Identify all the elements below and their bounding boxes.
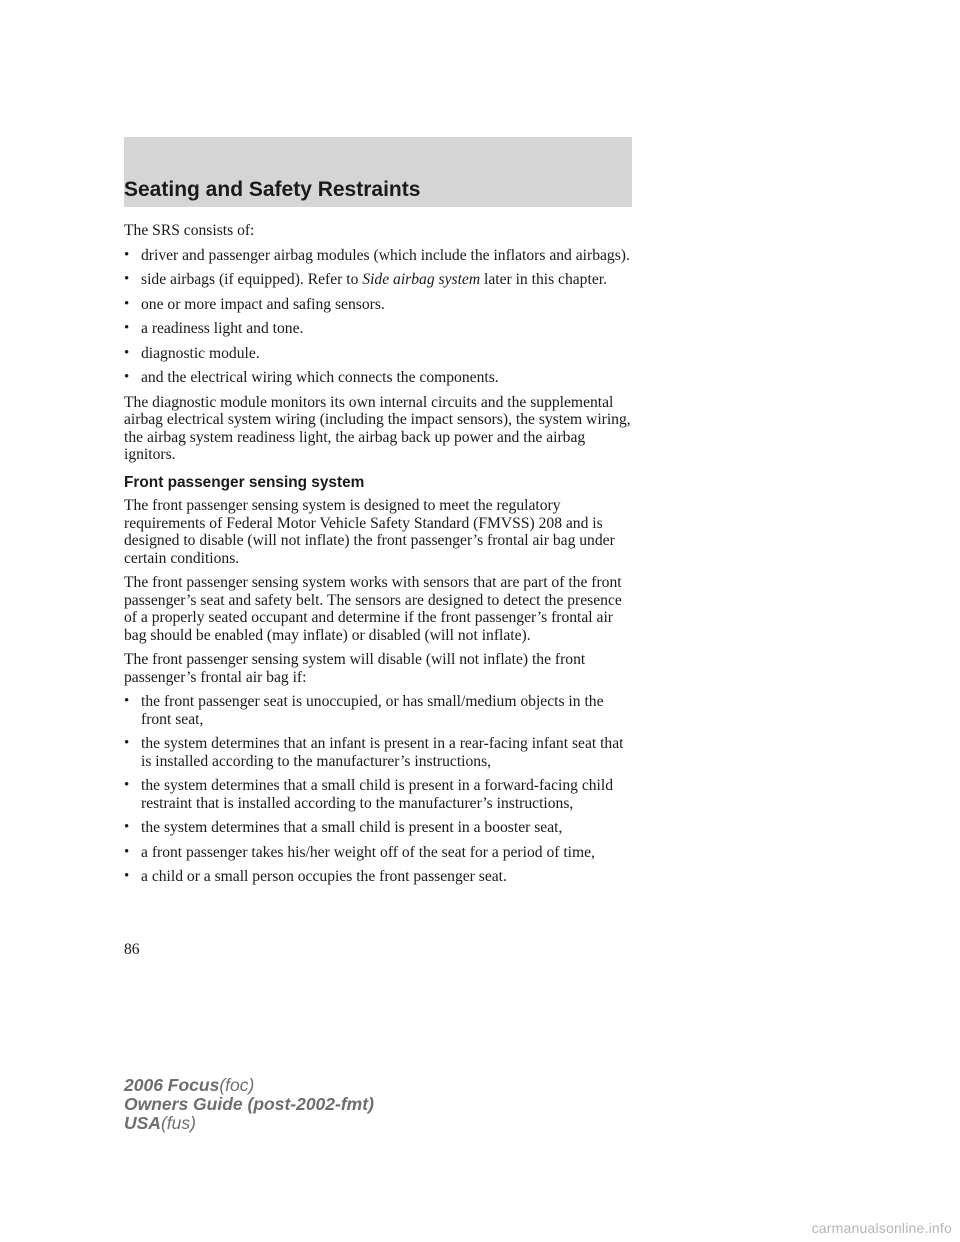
bullet-icon: • bbox=[124, 344, 130, 361]
list-item: • a child or a small person occupies the front passenger seat. bbox=[124, 868, 507, 885]
srs-components-list bbox=[124, 247, 636, 387]
list-item: • driver and passenger airbag modules (which include the inflators and airbags). bbox=[124, 246, 630, 264]
body-paragraph: The front passenger sensing system works with sensors that are part of the front passenger’s seat and safety belt. The sensors are designed to detect the presence of a properly seated occupant and determine if the front passenger’s frontal air bag should be enabled (may inflate) or disabled (will not inflate). bbox=[124, 574, 622, 644]
bullet-icon: • bbox=[124, 693, 130, 709]
bullet-icon: • bbox=[124, 271, 130, 287]
list-item: • one or more impact and safing sensors. bbox=[124, 295, 385, 313]
section-title: Seating and Safety Restraints bbox=[124, 178, 421, 201]
footer-line-model: 2006 Focus(foc) bbox=[124, 1075, 255, 1095]
list-item: • the system determines that a small child is present in a booster seat, bbox=[124, 819, 563, 836]
document-footer bbox=[124, 1076, 374, 1133]
list-item: • the system determines that a small child is present in a forward-facing child restraint that is installed according to the manufacturer’s instructions, bbox=[124, 777, 614, 812]
srs-intro: The SRS consists of: bbox=[124, 222, 255, 239]
list-item: • and the electrical wiring which connects the components. bbox=[124, 369, 499, 386]
site-watermark: carmanualsonline.info bbox=[811, 1220, 952, 1236]
bullet-icon: • bbox=[124, 320, 130, 336]
body-paragraph: The front passenger sensing system is designed to meet the regulatory requirements of Federal Motor Vehicle Safety Standard (FMVSS) 208 and is designed to disable (will not inflate) the front passenger’s frontal air bag under certain conditions. bbox=[124, 497, 615, 567]
bullet-icon: • bbox=[124, 777, 130, 793]
list-item: • a readiness light and tone. bbox=[124, 320, 304, 337]
bullet-icon: • bbox=[124, 819, 130, 835]
footer-line-guide: Owners Guide (post-2002-fmt) bbox=[124, 1094, 374, 1114]
page-content bbox=[124, 222, 636, 893]
footer-line-region: USA(fus) bbox=[124, 1113, 196, 1133]
bullet-icon: • bbox=[124, 246, 130, 263]
page-number: 86 bbox=[124, 941, 140, 958]
cross-reference: Side airbag system bbox=[362, 271, 481, 288]
bullet-icon: • bbox=[124, 843, 130, 860]
bullet-icon: • bbox=[124, 369, 130, 385]
bullet-icon: • bbox=[124, 735, 130, 751]
section-heading: Front passenger sensing system bbox=[124, 473, 365, 491]
disable-conditions-list bbox=[124, 693, 636, 886]
body-paragraph: The front passenger sensing system will disable (will not inflate) the front passenger’s frontal air bag if: bbox=[124, 651, 586, 686]
list-item: • diagnostic module. bbox=[124, 344, 260, 362]
bullet-icon: • bbox=[124, 868, 130, 884]
bullet-icon: • bbox=[124, 295, 130, 312]
list-item: • the system determines that an infant is present in a rear-facing infant seat that is installed according to the manufacturer’s instructions, bbox=[124, 735, 624, 770]
list-item: • the front passenger seat is unoccupied, or has small/medium objects in the front seat, bbox=[124, 693, 604, 728]
list-item: • a front passenger takes his/her weight off of the seat for a period of time, bbox=[124, 843, 595, 861]
diagnostic-paragraph: The diagnostic module monitors its own internal circuits and the supplemental airbag electrical system wiring (including the impact sensors), the system wiring, the airbag system readiness light, the airbag back up power and the airbag ignitors. bbox=[124, 393, 631, 463]
list-item: • side airbags (if equipped). Refer to Side airbag system later in this chapter. bbox=[124, 271, 607, 288]
